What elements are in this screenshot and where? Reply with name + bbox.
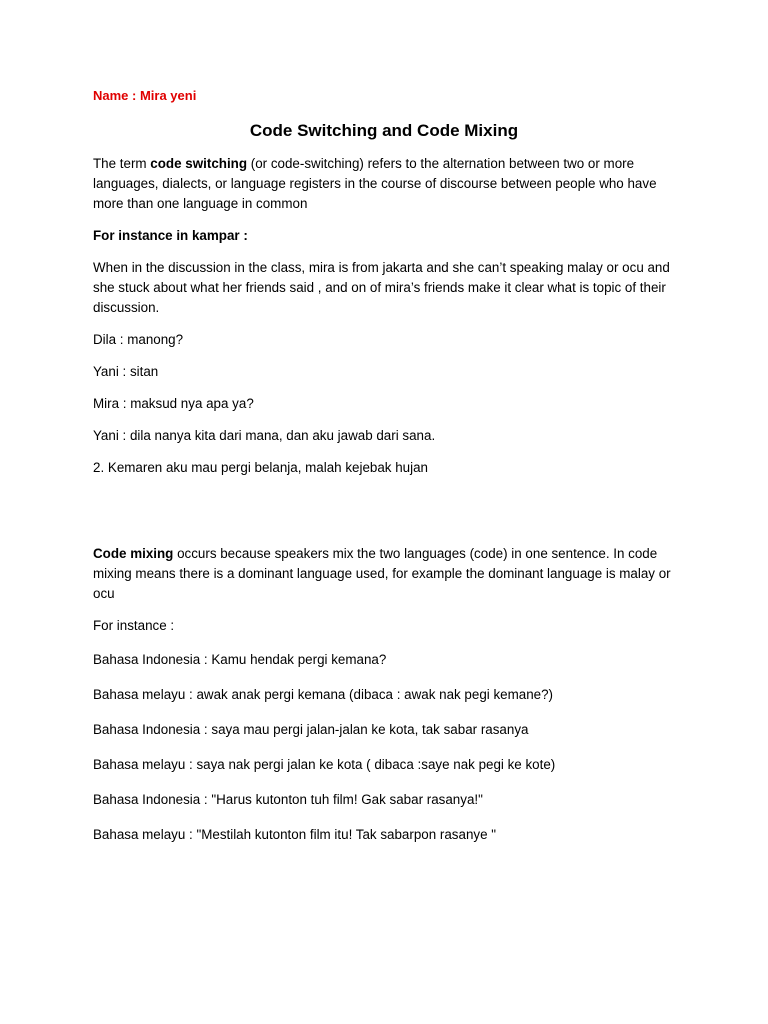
dialogue-line-mira: Mira : maksud nya apa ya? bbox=[93, 396, 254, 411]
example-line-5: Bahasa Indonesia : "Harus kutonton tuh film! Gak sabar rasanya!" bbox=[93, 792, 483, 807]
example-heading-text: For instance in kampar : bbox=[93, 228, 248, 243]
example-paragraph: When in the discussion in the class, mira is from jakarta and she can’t speaking malay or ocu and she stuck about what her friends said , and on of mira’s friends make it clear what is topic of their discussion. bbox=[93, 260, 670, 315]
intro-term: code switching bbox=[150, 156, 248, 171]
intro-lead: The term bbox=[93, 156, 151, 171]
example-line-1: Bahasa Indonesia : Kamu hendak pergi kemana? bbox=[93, 652, 387, 667]
dialogue-line-dila: Dila : manong? bbox=[93, 332, 184, 347]
mixing-paragraph bbox=[93, 544, 683, 604]
mixing-rest: occurs because speakers mix the two languages (code) in one sentence. In code mixing means there is a dominant language used, for example the dominant language is malay or ocu bbox=[93, 546, 671, 601]
numbered-example: 2. Kemaren aku mau pergi belanja, malah kejebak hujan bbox=[93, 460, 428, 475]
example-line-4: Bahasa melayu : saya nak pergi jalan ke kota ( dibaca :saye nak pegi ke kote) bbox=[93, 757, 556, 772]
example-line-2: Bahasa melayu : awak anak pergi kemana (dibaca : awak nak pegi kemane?) bbox=[93, 687, 554, 702]
dialogue-line-yani-2: Yani : dila nanya kita dari mana, dan aku jawab dari sana. bbox=[93, 428, 436, 443]
section-spacer bbox=[93, 490, 683, 544]
document-body bbox=[93, 86, 683, 860]
dialogue-line-yani-1: Yani : sitan bbox=[93, 364, 159, 379]
instance-heading: For instance : bbox=[93, 618, 175, 633]
intro-rest: (or code-switching) refers to the alternation between two or more languages, dialects, or language registers in the course of discourse between people who have more than one language in common bbox=[93, 156, 657, 211]
mixing-term: Code mixing bbox=[93, 546, 174, 561]
author-name: Name : Mira yeni bbox=[93, 88, 197, 103]
document-title: Code Switching and Code Mixing bbox=[249, 121, 519, 140]
example-line-6: Bahasa melayu : "Mestilah kutonton film itu! Tak sabarpon rasanye " bbox=[93, 827, 497, 842]
example-line-3: Bahasa Indonesia : saya mau pergi jalan-jalan ke kota, tak sabar rasanya bbox=[93, 722, 529, 737]
example-heading bbox=[93, 226, 683, 246]
intro-paragraph bbox=[93, 154, 683, 214]
